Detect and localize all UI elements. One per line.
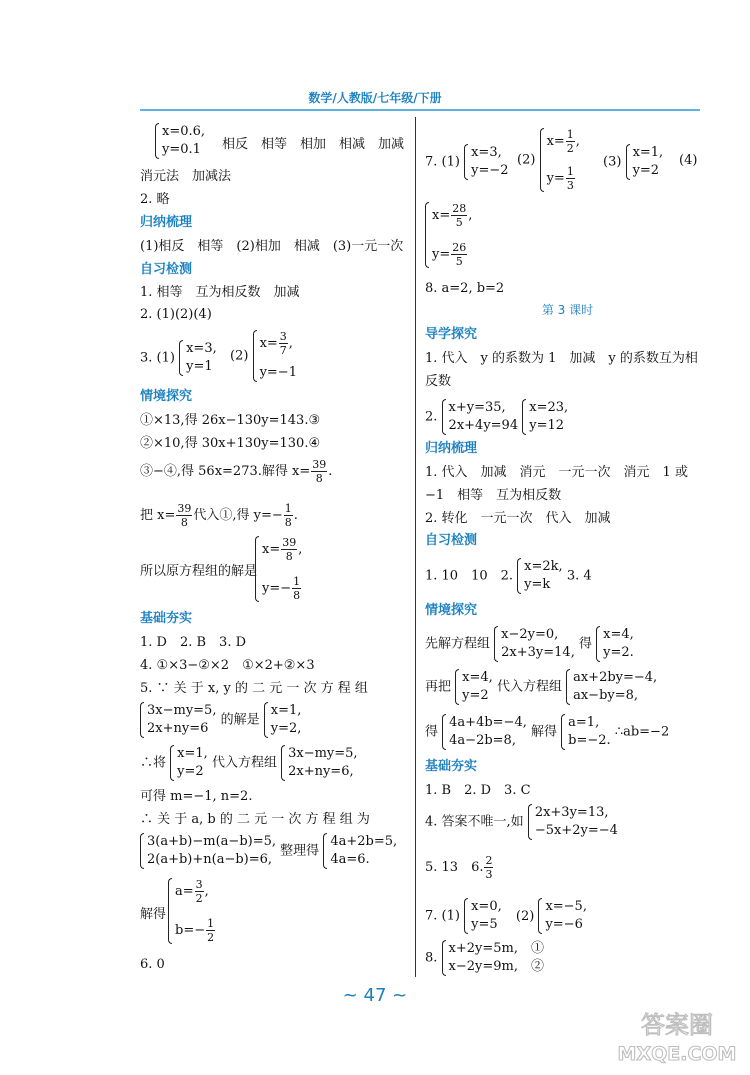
selfcheck-3-system-2: (2) x= $\frac{3}{7}$ , y=−1 [230, 330, 297, 380]
answer-7-part-4-label: (4) [679, 153, 698, 168]
answer-text-a0: 相反 相等 相加 相减 加减 [222, 137, 405, 152]
scenario-line-2: ②×10,得 30x+130y=130.④ [140, 436, 321, 451]
answer-system-a0: x=0.6, y=0.1 [155, 123, 205, 159]
scenario-line-5-label: 所以原方程组的解是 [140, 564, 258, 579]
basics-5-substitute: ∴将 x=1, y=2 代入方程组 3x−my=5, 2x+ny=6, [140, 746, 358, 779]
scenario-line-3: ③−④,得 56x=273.解得 x= $\frac{39}{8}$ . [140, 458, 333, 485]
scenario-solution-system: x= $\frac{39}{8}$ , y=− $\frac{1}{8}$ [255, 536, 302, 602]
answer-7-part-4-system: x= $\frac{28}{5}$ , y= $\frac{26}{5}$ [425, 202, 472, 268]
selfcheck-3 [140, 340, 217, 376]
scenario2-line-2: 再把 x=4, y=2 代入方程组 ax+2by=−4, ax−by=8, [425, 670, 658, 703]
basics2-7: 7. (1) x=0, y=5 (2) x=−5, y=−6 [425, 899, 587, 932]
selfcheck-3-prefix: 3. (1) [140, 350, 175, 366]
selfcheck-1: 1. 相等 互为相反数 加减 [140, 285, 300, 300]
selfcheck-2: 2. (1)(2)(4) [140, 307, 212, 322]
answer-text-a0b: 消元法 加减法 [140, 169, 232, 184]
scenario2-line-3: 得 4a+4b=−4, 4a−2b=8, 解得 a=1, b=−2. ∴ab=−2 [425, 715, 670, 748]
header-rule [140, 109, 700, 111]
section-heading-basics-2: 基础夯实 [425, 759, 478, 774]
basics-5: 5. ∵ 关 于 x, y 的 二 元 一 次 方 程 组 [140, 681, 368, 696]
selfcheck-3-system-1: x=3, y=1 [179, 340, 217, 376]
section-heading-selfcheck: 自习检测 [140, 262, 193, 277]
section-heading-induction-2: 归纳梳理 [425, 441, 478, 456]
induction2-1b: −1 相等 互为相反数 [425, 488, 562, 503]
watermark-line-1: 答案圈 [641, 1011, 713, 1039]
section-heading-scenario-2: 情境探究 [425, 603, 478, 618]
guided-2: 2. x+y=35, 2x+4y=94 x=23, y=12 [425, 400, 569, 433]
section-heading-scenario: 情境探究 [140, 389, 193, 404]
induction-line-1: (1)相反 相等 (2)相加 相减 (3)一元一次 [140, 239, 404, 254]
section-heading-induction: 归纳梳理 [140, 215, 193, 230]
section-heading-guided: 导学探究 [425, 327, 478, 342]
induction2-2: 2. 转化 一元一次 代入 加减 [425, 511, 611, 526]
basics2-8: 8. x+2y=5m, ① x−2y=9m, ② [425, 941, 545, 974]
column-divider [415, 117, 416, 977]
running-header: 数学/人教版/七年级/下册 [308, 91, 442, 105]
basics-5-solution-system: a= $\frac{3}{2}$ , b=− $\frac{1}{2}$ [168, 878, 216, 944]
induction2-1: 1. 代入 加减 消元 一元一次 消元 1 或 [425, 465, 688, 480]
basics-5-result: 可得 m=−1, n=2. [140, 789, 253, 804]
basics-5-ab-systems: 3(a+b)−m(a−b)=5, 2(a+b)+n(a−b)=6, 整理得 4a+2b=5, 4a=6. [140, 833, 397, 869]
scenario2-line-1: 先解方程组 x−2y=0, 2x+3y=14, 得 x=4, y=2. [425, 627, 634, 660]
basics-6: 6. 0 [140, 957, 165, 972]
basics-5-ab-system-intro: ∴ 关 于 a, b 的 二 元 一 次 方 程 组 为 [140, 812, 370, 827]
answer-7-part-3: (3) x=1, y=2 [603, 145, 664, 178]
watermark-logo [618, 1005, 736, 1067]
basics2-1-3: 1. B 2. D 3. C [425, 783, 531, 798]
answer-2: 2. 略 [140, 192, 170, 207]
guided-1: 1. 代入 y 的系数为 1 加减 y 的系数互为相 [425, 351, 698, 366]
basics2-4: 4. 答案不唯一,如 2x+3y=13, −5x+2y=−4 [425, 805, 618, 838]
answer-8: 8. a=2, b=2 [425, 281, 505, 296]
answer-7-part-1: 7. (1) x=3, y=−2 [425, 145, 509, 178]
scenario-line-4: 把 x= $\frac{39}{8}$ 代入①,得 y=− $\frac{1}{8}$ . [140, 502, 298, 529]
section-heading-basics: 基础夯实 [140, 611, 193, 626]
answer-7-part-2: (2) x= $\frac{1}{2}$ , y= $\frac{1}{3}$ [517, 128, 580, 192]
guided-1b: 反数 [425, 374, 452, 389]
watermark-line-2: MXQE.COM [618, 1043, 736, 1065]
basics-4: 4. ①×3−②×2 ①×2+②×3 [140, 658, 315, 673]
basics-5-solve-label: 解得 [140, 907, 167, 922]
section-heading-selfcheck-2: 自习检测 [425, 533, 478, 548]
basics-1-3: 1. D 2. B 3. D [140, 635, 247, 650]
basics-5-systems: 3x−my=5, 2x+ny=6 的解是 x=1, y=2, [140, 702, 301, 738]
selfcheck2-line: 1. 10 10 2. x=2k, y=k 3. 4 [425, 559, 592, 592]
lesson-title: 第 3 课时 [541, 303, 594, 317]
page-number: ~ 47 ~ [342, 985, 408, 1006]
basics2-5-6: 5. 13 6. $\frac{2}{3}$ [425, 854, 493, 881]
scenario-line-1: ①×13,得 26x−130y=143.③ [140, 413, 321, 428]
